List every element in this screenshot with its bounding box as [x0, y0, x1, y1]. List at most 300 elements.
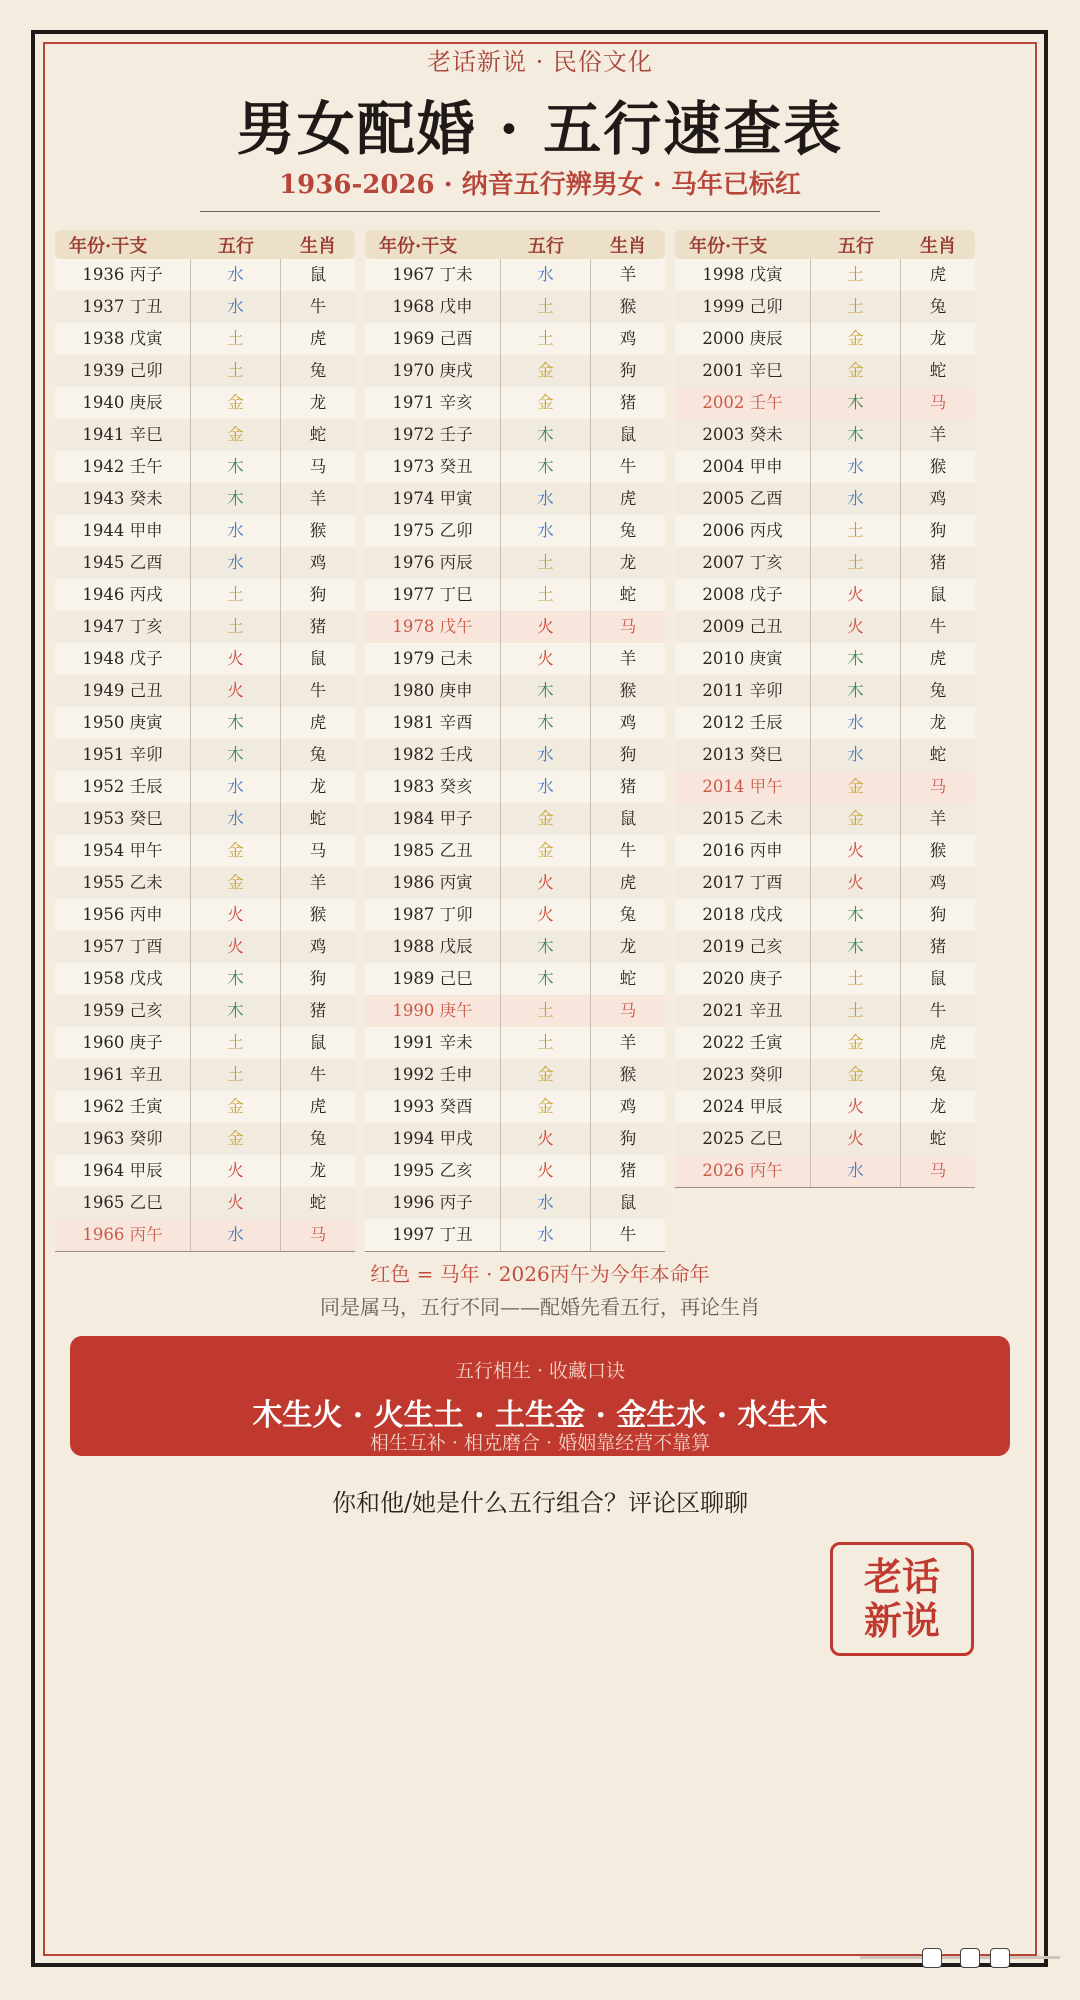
cell-year: 1962 壬寅 — [55, 1091, 191, 1123]
cell-shengxiao: 猴 — [619, 297, 637, 316]
cell-wuxing: 水 — [811, 451, 901, 483]
seal-line-2: 新说 — [863, 1598, 940, 1643]
cell-year: 1981 辛酉 — [365, 707, 501, 739]
cell-wuxing: 木 — [191, 995, 281, 1027]
page-subtitle: 1936-2026 · 纳音五行辨男女 · 马年已标红 — [279, 170, 801, 200]
table-row — [365, 355, 665, 387]
cell-year: 1954 甲午 — [55, 835, 191, 867]
cell-shengxiao: 狗 — [619, 1129, 637, 1148]
cell-shengxiao: 龙 — [309, 393, 327, 412]
cell-wuxing: 木 — [501, 707, 591, 739]
table-row — [55, 419, 355, 451]
cell-shengxiao: 龙 — [929, 1097, 947, 1116]
cell-wuxing: 木 — [191, 963, 281, 995]
cell-shengxiao: 羊 — [619, 649, 637, 668]
cell-shengxiao: 羊 — [619, 265, 637, 284]
table-row — [365, 1155, 665, 1187]
cell-wuxing: 金 — [811, 323, 901, 355]
table-row — [55, 739, 355, 771]
cell-wuxing: 水 — [811, 739, 901, 771]
cell-shengxiao: 兔 — [929, 1065, 947, 1084]
cell-wuxing: 土 — [501, 291, 591, 323]
table-row — [365, 739, 665, 771]
table-row — [55, 291, 355, 323]
cell-shengxiao: 猴 — [619, 1065, 637, 1084]
cell-year: 2025 乙巳 — [675, 1123, 811, 1155]
cell-wuxing: 土 — [191, 579, 281, 611]
header-year: 年份·干支 — [69, 235, 148, 257]
cell-shengxiao: 狗 — [929, 521, 947, 540]
cell-shengxiao: 兔 — [619, 905, 637, 924]
cell-year: 2012 壬辰 — [675, 707, 811, 739]
table-row — [365, 259, 665, 291]
cell-year: 2001 辛巳 — [675, 355, 811, 387]
cell-wuxing: 水 — [501, 771, 591, 803]
cell-shengxiao: 蛇 — [309, 809, 327, 828]
cell-year: 1940 庚辰 — [55, 387, 191, 419]
cell-shengxiao: 猴 — [929, 457, 947, 476]
cell-wuxing: 火 — [501, 867, 591, 899]
cell-wuxing: 水 — [501, 739, 591, 771]
table-column-3 — [675, 230, 975, 1188]
cell-wuxing: 金 — [501, 355, 591, 387]
table-row — [365, 1027, 665, 1059]
cell-wuxing: 土 — [191, 323, 281, 355]
cell-shengxiao: 兔 — [309, 745, 327, 764]
table-row — [365, 419, 665, 451]
table-row — [55, 387, 355, 419]
cell-wuxing: 金 — [191, 867, 281, 899]
scrollbar-thumb[interactable] — [922, 1948, 942, 1968]
table-row — [365, 579, 665, 611]
cell-year: 2026 丙午 — [675, 1155, 811, 1187]
cell-year: 1984 甲子 — [365, 803, 501, 835]
cell-shengxiao: 蛇 — [619, 585, 637, 604]
cell-year: 1937 丁丑 — [55, 291, 191, 323]
cell-wuxing: 金 — [191, 835, 281, 867]
cell-shengxiao: 猴 — [309, 905, 327, 924]
cell-year: 1956 丙申 — [55, 899, 191, 931]
cell-shengxiao: 鼠 — [619, 809, 637, 828]
cell-shengxiao: 猪 — [929, 937, 947, 956]
cell-wuxing: 木 — [501, 451, 591, 483]
table-row-horse-year — [365, 995, 665, 1027]
table-row — [55, 963, 355, 995]
cell-shengxiao: 鸡 — [619, 713, 637, 732]
scrollbar-thumb[interactable] — [990, 1948, 1010, 1968]
cell-shengxiao: 牛 — [309, 297, 327, 316]
cell-shengxiao: 马 — [929, 393, 947, 412]
cell-year: 2009 己丑 — [675, 611, 811, 643]
cell-shengxiao: 虎 — [619, 873, 637, 892]
cell-year: 1990 庚午 — [365, 995, 501, 1027]
cell-year: 1950 庚寅 — [55, 707, 191, 739]
cell-wuxing: 木 — [501, 931, 591, 963]
cell-shengxiao: 牛 — [929, 617, 947, 636]
cell-year: 1945 乙酉 — [55, 547, 191, 579]
cell-year: 1948 戊子 — [55, 643, 191, 675]
cell-shengxiao: 兔 — [929, 297, 947, 316]
horizontal-scrollbar[interactable] — [860, 1944, 1060, 1966]
table-row — [675, 995, 975, 1027]
table-row — [365, 387, 665, 419]
cell-wuxing: 水 — [191, 1219, 281, 1251]
cell-wuxing: 火 — [501, 1155, 591, 1187]
cell-wuxing: 土 — [191, 1059, 281, 1091]
cell-wuxing: 土 — [811, 515, 901, 547]
cell-year: 1987 丁卯 — [365, 899, 501, 931]
cell-year: 1965 乙巳 — [55, 1187, 191, 1219]
cell-wuxing: 火 — [811, 1091, 901, 1123]
header-shengxiao: 生肖 — [920, 235, 956, 257]
cell-wuxing: 火 — [811, 579, 901, 611]
cell-year: 1953 癸巳 — [55, 803, 191, 835]
cell-wuxing: 金 — [501, 803, 591, 835]
cell-year: 2008 戊子 — [675, 579, 811, 611]
table-row — [675, 803, 975, 835]
column-header — [365, 230, 665, 259]
cell-shengxiao: 马 — [309, 1225, 327, 1244]
cell-shengxiao: 鼠 — [309, 1033, 327, 1052]
cell-wuxing: 水 — [191, 771, 281, 803]
table-row — [55, 1027, 355, 1059]
header-shengxiao: 生肖 — [610, 235, 646, 257]
table-row — [675, 451, 975, 483]
cell-year: 1982 壬戌 — [365, 739, 501, 771]
cell-wuxing: 木 — [811, 675, 901, 707]
table-row — [55, 1123, 355, 1155]
cell-year: 1996 丙子 — [365, 1187, 501, 1219]
cell-shengxiao: 鸡 — [929, 489, 947, 508]
cell-shengxiao: 狗 — [309, 969, 327, 988]
cell-wuxing: 水 — [501, 1219, 591, 1251]
header-wuxing: 五行 — [528, 235, 564, 257]
table-row — [365, 707, 665, 739]
cell-wuxing: 土 — [501, 579, 591, 611]
cell-year: 2022 壬寅 — [675, 1027, 811, 1059]
cell-wuxing: 土 — [191, 1027, 281, 1059]
table-row — [55, 451, 355, 483]
banner-footnote: 相生互补 · 相克磨合 · 婚姻靠经营不靠算 — [369, 1432, 711, 1454]
table-row — [365, 515, 665, 547]
cell-wuxing: 金 — [501, 835, 591, 867]
cell-shengxiao: 虎 — [929, 649, 947, 668]
table-row — [675, 515, 975, 547]
table-row — [55, 931, 355, 963]
table-row — [365, 963, 665, 995]
cell-year: 1999 己卯 — [675, 291, 811, 323]
cell-shengxiao: 马 — [929, 777, 947, 796]
banner-mnemonic: 木生火 · 火生土 · 土生金 · 金生水 · 水生木 — [252, 1398, 828, 1433]
cell-shengxiao: 虎 — [309, 713, 327, 732]
table-row — [365, 803, 665, 835]
table-column-1 — [55, 230, 355, 1252]
cell-wuxing: 金 — [501, 1091, 591, 1123]
table-row — [55, 323, 355, 355]
cell-wuxing: 水 — [191, 259, 281, 291]
cell-wuxing: 火 — [191, 1155, 281, 1187]
cell-year: 1967 丁未 — [365, 259, 501, 291]
cell-wuxing: 木 — [501, 675, 591, 707]
cell-wuxing: 水 — [191, 803, 281, 835]
cell-year: 2016 丙申 — [675, 835, 811, 867]
header-wuxing: 五行 — [218, 235, 254, 257]
cell-shengxiao: 鸡 — [619, 1097, 637, 1116]
table-row — [365, 483, 665, 515]
table-row — [675, 931, 975, 963]
cell-shengxiao: 马 — [309, 457, 327, 476]
cell-year: 2023 癸卯 — [675, 1059, 811, 1091]
cell-wuxing: 水 — [501, 259, 591, 291]
cell-shengxiao: 猪 — [309, 1001, 327, 1020]
header-shengxiao: 生肖 — [300, 235, 336, 257]
table-row — [365, 547, 665, 579]
cell-wuxing: 木 — [811, 931, 901, 963]
cell-shengxiao: 羊 — [929, 425, 947, 444]
cell-wuxing: 土 — [501, 547, 591, 579]
cell-shengxiao: 牛 — [619, 1225, 637, 1244]
table-row — [55, 867, 355, 899]
cell-year: 2005 乙酉 — [675, 483, 811, 515]
cell-wuxing: 金 — [811, 355, 901, 387]
table-row — [55, 835, 355, 867]
cell-wuxing: 土 — [501, 995, 591, 1027]
cell-year: 1957 丁酉 — [55, 931, 191, 963]
table-row — [55, 611, 355, 643]
cell-wuxing: 土 — [811, 259, 901, 291]
cell-year: 1973 癸丑 — [365, 451, 501, 483]
header-year: 年份·干支 — [689, 235, 768, 257]
cell-year: 1939 己卯 — [55, 355, 191, 387]
cell-wuxing: 水 — [501, 1187, 591, 1219]
cell-year: 1941 辛巳 — [55, 419, 191, 451]
cell-year: 1972 壬子 — [365, 419, 501, 451]
cell-shengxiao: 狗 — [929, 905, 947, 924]
cell-wuxing: 火 — [191, 931, 281, 963]
seal-line-1: 老话 — [863, 1554, 940, 1599]
cell-shengxiao: 虎 — [619, 489, 637, 508]
cell-shengxiao: 鸡 — [619, 329, 637, 348]
cell-shengxiao: 牛 — [929, 1001, 947, 1020]
table-row — [365, 643, 665, 675]
cell-year: 1958 戊戌 — [55, 963, 191, 995]
table-row — [675, 547, 975, 579]
table-row — [55, 803, 355, 835]
cell-shengxiao: 猪 — [619, 1161, 637, 1180]
table-rows — [675, 259, 975, 1188]
cell-shengxiao: 龙 — [929, 329, 947, 348]
cell-wuxing: 火 — [191, 899, 281, 931]
cell-shengxiao: 羊 — [619, 1033, 637, 1052]
cell-wuxing: 水 — [811, 707, 901, 739]
cell-shengxiao: 鼠 — [929, 585, 947, 604]
cell-wuxing: 火 — [191, 675, 281, 707]
cell-wuxing: 水 — [191, 547, 281, 579]
cell-wuxing: 木 — [811, 387, 901, 419]
table-row — [365, 451, 665, 483]
cell-year: 1936 丙子 — [55, 259, 191, 291]
cell-year: 1968 戊申 — [365, 291, 501, 323]
cell-year: 1998 戊寅 — [675, 259, 811, 291]
cell-year: 1989 己巳 — [365, 963, 501, 995]
legend-note: 红色 = 马年 · 2026丙午为今年本命年 — [370, 1262, 710, 1286]
cell-year: 1960 庚子 — [55, 1027, 191, 1059]
table-row — [55, 995, 355, 1027]
table-row — [675, 323, 975, 355]
cell-wuxing: 土 — [501, 323, 591, 355]
cell-wuxing: 水 — [191, 291, 281, 323]
cell-wuxing: 金 — [811, 1027, 901, 1059]
cell-shengxiao: 牛 — [309, 1065, 327, 1084]
table-row — [365, 1123, 665, 1155]
table-row — [675, 899, 975, 931]
cell-shengxiao: 蛇 — [929, 745, 947, 764]
cell-year: 1983 癸亥 — [365, 771, 501, 803]
cell-year: 1991 辛未 — [365, 1027, 501, 1059]
cell-shengxiao: 猴 — [619, 681, 637, 700]
cell-wuxing: 木 — [191, 739, 281, 771]
cell-year: 1986 丙寅 — [365, 867, 501, 899]
banner-label: 五行相生 · 收藏口诀 — [454, 1360, 626, 1382]
comment-prompt: 你和他/她是什么五行组合？评论区聊聊 — [331, 1489, 749, 1517]
scrollbar-thumb[interactable] — [960, 1948, 980, 1968]
cell-year: 2015 乙未 — [675, 803, 811, 835]
cell-year: 2024 甲辰 — [675, 1091, 811, 1123]
cell-year: 1961 辛丑 — [55, 1059, 191, 1091]
column-header — [55, 230, 355, 259]
table-row — [55, 899, 355, 931]
cell-shengxiao: 鼠 — [619, 425, 637, 444]
table-row — [365, 291, 665, 323]
cell-year: 2013 癸巳 — [675, 739, 811, 771]
table-row-horse-year — [675, 771, 975, 803]
cell-shengxiao: 龙 — [619, 937, 637, 956]
cell-year: 1993 癸酉 — [365, 1091, 501, 1123]
cell-wuxing: 木 — [811, 419, 901, 451]
table-row — [55, 675, 355, 707]
table-row-horse-year — [365, 611, 665, 643]
cell-shengxiao: 猴 — [929, 841, 947, 860]
cell-shengxiao: 猴 — [309, 521, 327, 540]
table-row — [55, 643, 355, 675]
cell-year: 1938 戊寅 — [55, 323, 191, 355]
cell-shengxiao: 鼠 — [309, 649, 327, 668]
cell-wuxing: 火 — [811, 835, 901, 867]
cell-wuxing: 火 — [191, 1187, 281, 1219]
cell-wuxing: 木 — [501, 963, 591, 995]
cell-year: 1959 己亥 — [55, 995, 191, 1027]
cell-year: 1979 己未 — [365, 643, 501, 675]
table-row — [365, 1187, 665, 1219]
cell-shengxiao: 蛇 — [929, 361, 947, 380]
cell-wuxing: 水 — [191, 515, 281, 547]
table-row — [675, 579, 975, 611]
cell-year: 2014 甲午 — [675, 771, 811, 803]
cell-wuxing: 木 — [501, 419, 591, 451]
cell-wuxing: 火 — [191, 643, 281, 675]
table-row — [365, 1219, 665, 1252]
cell-year: 1946 丙戌 — [55, 579, 191, 611]
table-row — [55, 515, 355, 547]
cell-shengxiao: 兔 — [309, 361, 327, 380]
cell-wuxing: 木 — [811, 899, 901, 931]
table-row — [55, 1155, 355, 1187]
table-row — [365, 1059, 665, 1091]
table-row — [675, 291, 975, 323]
cell-shengxiao: 鼠 — [619, 1193, 637, 1212]
cell-wuxing: 金 — [811, 1059, 901, 1091]
cell-shengxiao: 蛇 — [309, 1193, 327, 1212]
cell-year: 1951 辛卯 — [55, 739, 191, 771]
cell-shengxiao: 龙 — [619, 553, 637, 572]
table-row — [55, 547, 355, 579]
cell-year: 1964 甲辰 — [55, 1155, 191, 1187]
cell-shengxiao: 虎 — [309, 329, 327, 348]
cell-year: 2003 癸未 — [675, 419, 811, 451]
cell-year: 1943 癸未 — [55, 483, 191, 515]
cell-year: 1970 庚戌 — [365, 355, 501, 387]
table-row — [675, 419, 975, 451]
cell-wuxing: 金 — [811, 771, 901, 803]
cell-year: 1952 壬辰 — [55, 771, 191, 803]
table-row — [365, 323, 665, 355]
cell-shengxiao: 龙 — [929, 713, 947, 732]
cell-year: 2017 丁酉 — [675, 867, 811, 899]
cell-year: 1994 甲戌 — [365, 1123, 501, 1155]
cell-shengxiao: 羊 — [929, 809, 947, 828]
tip-note: 同是属马，五行不同——配婚先看五行，再论生肖 — [320, 1295, 760, 1319]
cell-shengxiao: 牛 — [309, 681, 327, 700]
cell-shengxiao: 猪 — [619, 393, 637, 412]
cell-wuxing: 木 — [191, 707, 281, 739]
cell-wuxing: 水 — [501, 483, 591, 515]
cell-shengxiao: 兔 — [309, 1129, 327, 1148]
cell-shengxiao: 猪 — [619, 777, 637, 796]
table-row — [675, 675, 975, 707]
cell-wuxing: 水 — [501, 515, 591, 547]
table-row — [675, 355, 975, 387]
cell-year: 1963 癸卯 — [55, 1123, 191, 1155]
cell-year: 1966 丙午 — [55, 1219, 191, 1251]
cell-year: 2019 己亥 — [675, 931, 811, 963]
cell-shengxiao: 龙 — [309, 777, 327, 796]
table-row — [675, 643, 975, 675]
table-row — [55, 1187, 355, 1219]
cell-year: 1975 乙卯 — [365, 515, 501, 547]
column-header — [675, 230, 975, 259]
cell-year: 2021 辛丑 — [675, 995, 811, 1027]
cell-wuxing: 土 — [811, 547, 901, 579]
table-row — [55, 355, 355, 387]
table-row-horse-year — [675, 1155, 975, 1188]
header-wuxing: 五行 — [838, 235, 874, 257]
table-row — [675, 739, 975, 771]
cell-shengxiao: 兔 — [929, 681, 947, 700]
cell-year: 1969 己酉 — [365, 323, 501, 355]
table-row-horse-year — [675, 387, 975, 419]
cell-shengxiao: 鸡 — [309, 553, 327, 572]
cell-wuxing: 木 — [191, 483, 281, 515]
table-row — [55, 259, 355, 291]
cell-year: 1955 乙未 — [55, 867, 191, 899]
cell-shengxiao: 鸡 — [929, 873, 947, 892]
cell-year: 2000 庚辰 — [675, 323, 811, 355]
table-row — [55, 1091, 355, 1123]
cell-wuxing: 水 — [811, 1155, 901, 1187]
cell-wuxing: 火 — [811, 867, 901, 899]
cell-wuxing: 金 — [501, 1059, 591, 1091]
cell-shengxiao: 马 — [619, 617, 637, 636]
